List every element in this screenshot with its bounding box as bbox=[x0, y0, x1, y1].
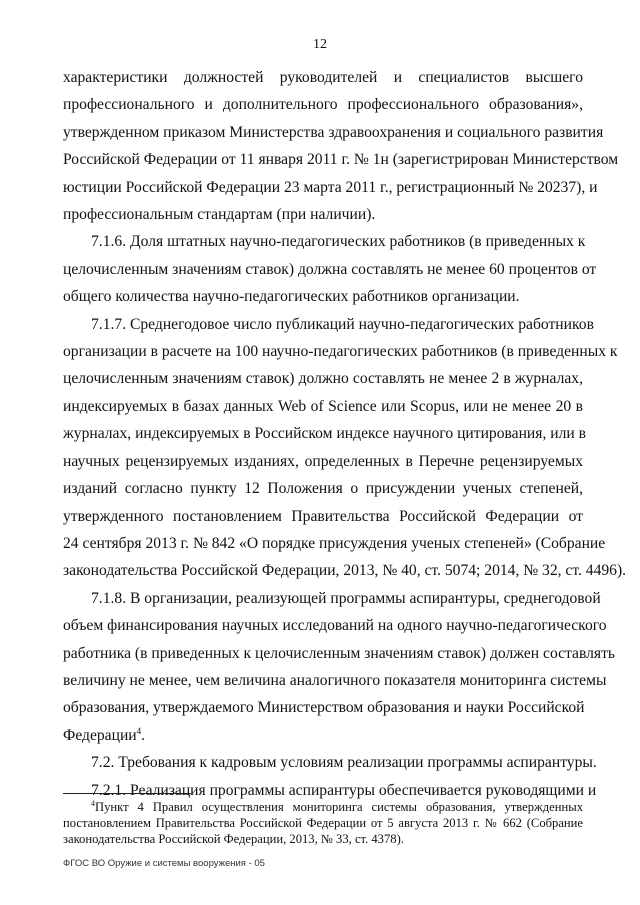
footnote bbox=[63, 799, 583, 848]
footnote-reference[interactable]: 4 bbox=[136, 725, 142, 736]
text-line: утвержденного постановлением Правительства Российской Федерации от bbox=[63, 507, 583, 525]
text-line: Российской Федерации от 11 января 2011 г. № 1н (зарегистрирован Министерством bbox=[63, 151, 619, 169]
text-line: общего количества научно-педагогических работников организации. bbox=[63, 288, 520, 306]
paragraph-continuation bbox=[63, 64, 619, 228]
paragraph-7-1-8 bbox=[63, 585, 616, 749]
text-line: журналах, индексируемых в Российском индексе научного цитирования, или в bbox=[63, 425, 586, 443]
text-line: законодательства Российской Федерации, 2013, № 40, ст. 5074; 2014, № 32, ст. 4496). bbox=[63, 562, 627, 580]
text-fragment: Пункт 4 Правил осуществления мониторинга системы образования, утвержденных bbox=[95, 800, 583, 814]
paragraph-7-2 bbox=[63, 749, 597, 776]
text-line: профессиональным стандартам (при наличии). bbox=[63, 206, 376, 224]
text-line: 7.1.6. Доля штатных научно-педагогических работников (в приведенных к bbox=[91, 233, 586, 251]
text-fragment: Федерации bbox=[63, 726, 137, 744]
text-line: 7.2.1. Реализация программы аспирантуры обеспечивается руководящими и bbox=[91, 781, 597, 799]
paragraph-7-1-6 bbox=[63, 228, 597, 310]
page-footer: ФГОС ВО Оружие и системы вооружения - 05 bbox=[63, 858, 265, 869]
text-line: организации в расчете на 100 научно-педагогических работников (в приведенных к bbox=[63, 343, 618, 361]
text-line: характеристики должностей руководителей и специалистов высшего bbox=[63, 69, 583, 86]
text-fragment: . bbox=[141, 726, 146, 744]
footnote-line: постановлением Правительства Российской Федерации от 5 августа 2013 г. № 662 (Собрание bbox=[63, 816, 583, 831]
text-line: индексируемых в базах данных Web of Science или Scopus, или не менее 20 в bbox=[63, 397, 583, 415]
text-line: объем финансирования научных исследований на одного научно-педагогического bbox=[63, 617, 607, 635]
text-line: 7.2. Требования к кадровым условиям реализации программы аспирантуры. bbox=[91, 754, 597, 772]
footnote-line bbox=[63, 799, 583, 815]
text-line: профессионального и дополнительного профессионального образования», bbox=[63, 96, 583, 114]
text-line: величину не менее, чем величина аналогичного показателя мониторинга системы bbox=[63, 671, 607, 689]
footnote-marker: 4 bbox=[91, 798, 95, 808]
text-line: изданий согласно пункту 12 Положения о присуждении ученых степеней, bbox=[63, 480, 583, 498]
text-line: научных рецензируемых изданиях, определенных в Перечне рецензируемых bbox=[63, 452, 583, 470]
footnote-separator bbox=[63, 793, 191, 794]
document-body bbox=[63, 64, 627, 804]
text-line: 7.1.7. Среднегодовое число публикаций научно-педагогических работников bbox=[91, 315, 594, 333]
text-line: работника (в приведенных к целочисленным значениям ставок) должен составлять bbox=[63, 644, 616, 662]
paragraph-7-1-7 bbox=[63, 311, 627, 585]
text-line-with-footnote bbox=[63, 722, 583, 749]
text-line: целочисленным значениям ставок) должно составлять не менее 2 в журналах, bbox=[63, 370, 583, 388]
text-line: юстиции Российской Федерации 23 марта 2011 г., регистрационный № 20237), и bbox=[63, 178, 598, 196]
text-line: 7.1.8. В организации, реализующей программы аспирантуры, среднегодовой bbox=[91, 589, 601, 607]
text-line: образования, утверждаемого Министерством образования и науки Российской bbox=[63, 699, 585, 717]
text-line: утвержденном приказом Министерства здравоохранения и социального развития bbox=[63, 123, 604, 141]
text-line: 24 сентября 2013 г. № 842 «О порядке присуждения ученых степеней» (Собрание bbox=[63, 534, 606, 552]
text-line: целочисленным значениям ставок) должна составлять не менее 60 процентов от bbox=[63, 260, 597, 278]
footnote-line: законодательства Российской Федерации, 2013, № 33, ст. 4378). bbox=[63, 832, 404, 847]
page-number: 12 bbox=[313, 37, 327, 52]
